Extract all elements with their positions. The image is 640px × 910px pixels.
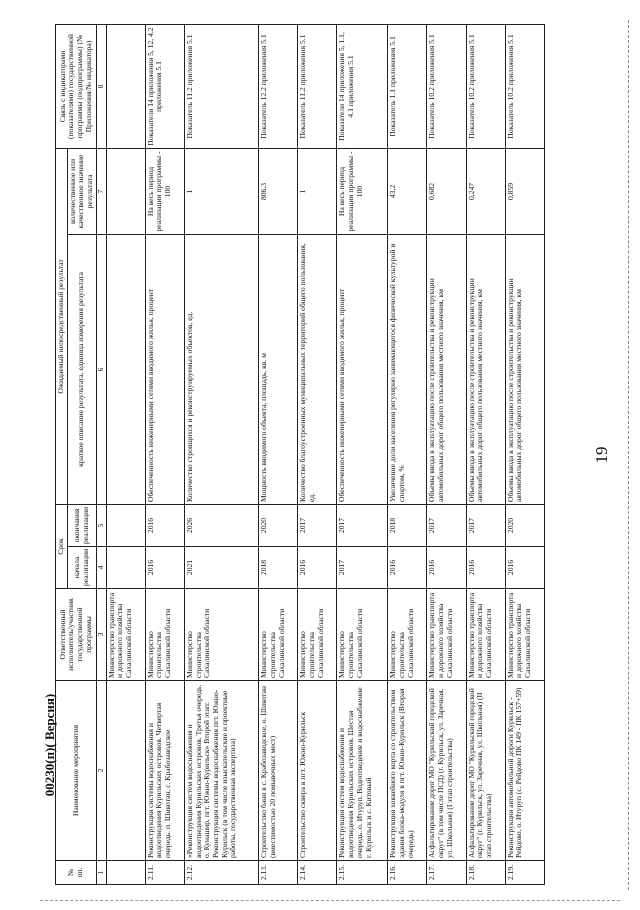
start-year: 2016 <box>145 547 184 589</box>
result-value: 1 <box>298 148 337 234</box>
start-year: 2016 <box>466 547 505 589</box>
activity-name: Реконструкция систем водоснабжения и водоотведения Курильских островов. Шестая очередь. о. Итуруп. Водоотведение и водоснабжение г. Курильск и с. Китовый <box>337 681 388 861</box>
indicator-link <box>106 24 145 148</box>
result-description: Объемы ввода в эксплуатацию после строительства и реконструкции автомобильных дорог общего пользования местного значения, км <box>505 234 544 504</box>
indicator-link: Показатель 11.2 приложения 5.1 <box>184 24 258 148</box>
activity-name: Реконструкция хоккейного корта со строительством здания блока-модуля в пгт. Южно-Курильск (Вторая очередь) <box>388 681 427 861</box>
result-description: Количество благоустроенных муниципальных территорий общего пользования, ед. <box>298 234 337 504</box>
row-number <box>106 861 145 885</box>
responsible-executor: Министерство транспорта и дорожного хозяйства Сахалинской области <box>466 589 505 681</box>
table-row <box>298 24 337 884</box>
column-number: 1 <box>96 861 106 885</box>
activity-name: Строительство бани в с. Крабозаводское, о. Шикотан (вместимостью 20 помывочных мест) <box>259 681 298 861</box>
end-year: 2020 <box>259 504 298 546</box>
start-year: 2016 <box>298 547 337 589</box>
responsible-executor: Министерство транспорта и дорожного хозяйства Сахалинской области <box>427 589 466 681</box>
header-term: Срок <box>56 504 68 588</box>
responsible-executor: Министерство строительства Сахалинской области <box>298 589 337 681</box>
end-year: 2017 <box>298 504 337 546</box>
result-description: Количество строящихся и реконструируемых объектов, ед. <box>184 234 258 504</box>
column-number: 5 <box>96 504 106 546</box>
result-description <box>106 234 145 504</box>
row-number: 2.14. <box>298 861 337 885</box>
bottom-dashed-line <box>40 900 620 901</box>
end-year: 2017 <box>337 504 388 546</box>
result-description: Увеличение доли населения регулярно занимающегося физической культурой и спортом, % <box>388 234 427 504</box>
column-number: 8 <box>96 24 106 148</box>
column-number: 6 <box>96 234 106 504</box>
end-year: 2018 <box>388 504 427 546</box>
result-value: 0,247 <box>466 148 505 234</box>
table-body <box>106 24 545 884</box>
result-value: 43,2 <box>388 148 427 234</box>
end-year: 2016 <box>145 504 184 546</box>
result-value <box>106 148 145 234</box>
end-year <box>106 504 145 546</box>
header-num: № пп. <box>56 861 97 885</box>
indicator-link: Показатель 12.2 приложения 5.1 <box>259 24 298 148</box>
table-row <box>466 24 505 884</box>
end-year: 2020 <box>505 504 544 546</box>
responsible-executor: Министерство транспорта и дорожного хозяйства Сахалинской области <box>505 589 544 681</box>
end-year: 2017 <box>466 504 505 546</box>
column-number: 3 <box>96 589 106 681</box>
table-row <box>337 24 388 884</box>
header-term-start: начала реализации <box>67 547 96 589</box>
indicator-link: Показатель 10.2 приложения 5.1 <box>466 24 505 148</box>
activity-name: Строительство сквера в пгт. Южно-Курильск <box>298 681 337 861</box>
result-description: Мощность вводимого объекта, площадь, кв. м <box>259 234 298 504</box>
responsible-executor: Министерство строительства Сахалинской области <box>337 589 388 681</box>
result-description: Объемы ввода в эксплуатацию после строительства и реконструкции автомобильных дорог общего пользования местного значения, км <box>466 234 505 504</box>
start-year: 2016 <box>427 547 466 589</box>
row-number: 2.15. <box>337 861 388 885</box>
row-number: 2.12. <box>184 861 258 885</box>
column-numbers-row <box>96 24 106 884</box>
table-row <box>388 24 427 884</box>
indicator-link: Показатель 11.2 приложения 5.1 <box>298 24 337 148</box>
header-term-end: окончания реализации <box>67 504 96 546</box>
indicator-link: Показатели 14 приложения 5, 1.1, 4.1 приложения 5.1 <box>337 24 388 148</box>
table-row <box>505 24 544 884</box>
start-year: 2021 <box>184 547 258 589</box>
column-number: 4 <box>96 547 106 589</box>
activities-table <box>55 24 545 885</box>
indicator-link: Показатели 14 приложения 5, 12, 4.2 приложения 5.1 <box>145 24 184 148</box>
activity-name: Асфальтирование дорог МО "Курильский городской округ" (в том числе ПСД) (г. Курильск, ул. Заречная, ул. Школьная) (I этап строительства) <box>427 681 466 861</box>
end-year: 2026 <box>184 504 258 546</box>
result-value: 0,682 <box>427 148 466 234</box>
start-year: 2018 <box>259 547 298 589</box>
activity-name: Реконструкция автомобильной дороги Курильск - Рейдово, о. Итуруп (с. Рейдово ПК 149 - ПК 157+59) <box>505 681 544 861</box>
row-number: 2.13. <box>259 861 298 885</box>
responsible-executor: Министерство строительства Сахалинской области <box>259 589 298 681</box>
result-value: На весь период реализации программы - 100 <box>337 148 388 234</box>
start-year <box>106 547 145 589</box>
responsible-executor: Министерство строительства Сахалинской области <box>184 589 258 681</box>
start-year: 2016 <box>388 547 427 589</box>
responsible-executor: Министерство строительства Сахалинской области <box>145 589 184 681</box>
row-number: 2.16. <box>388 861 427 885</box>
activity-name: Реконструкция системы водоснабжения и водоотведения Курильских островов. Четвертая очередь. п. Шикотан, с. Крабозаводское <box>145 681 184 861</box>
activities-table-rotated <box>55 25 545 885</box>
table-row <box>427 24 466 884</box>
column-number: 2 <box>96 681 106 861</box>
row-number: 2.19. <box>505 861 544 885</box>
row-number: 2.18. <box>466 861 505 885</box>
responsible-executor: Министерство строительства Сахалинской области <box>388 589 427 681</box>
column-number: 7 <box>96 148 106 234</box>
header-result-desc: краткое описание результата, единица измерения результата <box>67 234 96 504</box>
indicator-link: Показатель 10.2 приложения 5.1 <box>505 24 544 148</box>
responsible-executor: Министерство транспорта и дорожного хозяйства Сахалинской области <box>106 589 145 681</box>
header-name: Наименование мероприятия <box>56 681 97 861</box>
indicator-link: Показатель 1.1 приложения 5.1 <box>388 24 427 148</box>
page-edge-dashed-line <box>628 20 629 890</box>
indicator-link: Показатель 10.2 приложения 5.1 <box>427 24 466 148</box>
start-year: 2016 <box>505 547 544 589</box>
header-result-qty: количественное или качественное значение результата <box>67 148 96 234</box>
result-value: 806,3 <box>259 148 298 234</box>
header-link: Связь с индикаторами (показателями) государственной программы (подпрограммы) (№ Приложения/№ индикатора) <box>56 24 97 148</box>
result-description: Объемы ввода в эксплуатацию после строительства и реконструкции автомобильных дорог общего пользования местного значения, км <box>427 234 466 504</box>
header-result: Ожидаемый непосредственный результат <box>56 148 68 504</box>
result-value: 0,859 <box>505 148 544 234</box>
row-number: 2.17. <box>427 861 466 885</box>
header-responsible: Ответственный исполнитель/участник государственной программы <box>56 589 97 681</box>
start-year: 2017 <box>337 547 388 589</box>
row-number: 2.11. <box>145 861 184 885</box>
result-description: Обеспеченность инженерными сетями вводимого жилья, процент <box>145 234 184 504</box>
result-value: 1 <box>184 148 258 234</box>
page-number: 19 <box>592 446 611 464</box>
activity-name <box>106 681 145 861</box>
result-value: На весь период реализации программы - 100 <box>145 148 184 234</box>
result-description: Обеспеченность инженерными сетями вводимого жилья, процент <box>337 234 388 504</box>
table-row <box>259 24 298 884</box>
table-row <box>145 24 184 884</box>
table-row <box>184 24 258 884</box>
activity-name: «Реконструкция систем водоснабжения и водоотведения Курильских островов. Третья очередь. о. Кунашир, пгт. Южно-Курильск» Второй этап: Реконструкция системы водоснабжения пгт. Южно-Курильск (в том числе изыскательские и проектные работы, государственная экспертиза) <box>184 681 258 861</box>
table-row <box>106 24 145 884</box>
activity-name: Асфальтирование дорог МО "Курильский городской округ" (г. Курильск, ул. Заречная, ул. Школьная) (II этап строительства) <box>466 681 505 861</box>
footer-version: 00230(п)( Версия) <box>42 693 57 797</box>
end-year: 2017 <box>427 504 466 546</box>
